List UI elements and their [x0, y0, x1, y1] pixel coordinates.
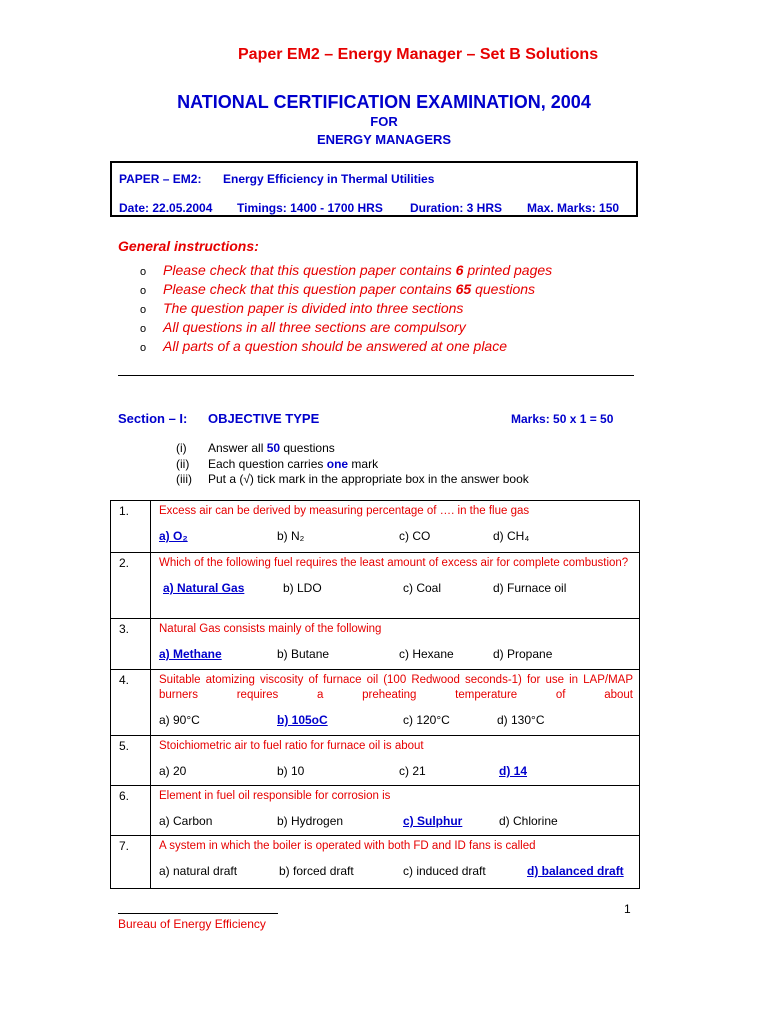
page-number: 1: [624, 902, 631, 916]
question-options: [159, 709, 633, 731]
correct-answer-option: c) Sulphur: [403, 814, 463, 828]
section-instruction-item: [176, 441, 335, 455]
general-instruction-item: [140, 338, 507, 354]
question-body: [151, 553, 640, 619]
answer-option: b) LDO: [283, 581, 322, 595]
question-row: [111, 501, 640, 553]
correct-answer-option: d) 14: [499, 764, 528, 778]
question-options: [159, 810, 633, 832]
question-row: [111, 786, 640, 836]
question-body: [151, 619, 640, 670]
instruction-text-suffix: questions: [280, 441, 335, 455]
answer-option: a) 90°C: [159, 713, 200, 727]
question-options: [159, 643, 633, 665]
question-options: [159, 760, 633, 782]
answer-option: a) natural draft: [159, 864, 238, 878]
exam-timings: Timings: 1400 - 1700 HRS: [237, 201, 383, 215]
question-row: [111, 736, 640, 786]
question-number: 7.: [111, 836, 151, 889]
correct-answer-option: a) O₂: [159, 529, 188, 543]
answer-option: b) 10: [277, 764, 305, 778]
question-options: [159, 525, 633, 547]
instruction-text: All parts of a question should be answered at one place: [163, 338, 508, 354]
bullet-icon: o: [140, 304, 147, 316]
question-body: [151, 736, 640, 786]
answer-option: a) 20: [159, 764, 187, 778]
instruction-number: 6: [455, 262, 464, 278]
footer-rule: [118, 913, 278, 914]
exam-date: Date: 22.05.2004: [119, 201, 213, 215]
general-instruction-item: [140, 262, 552, 278]
question-text: Element in fuel oil responsible for corrosion is: [159, 790, 391, 802]
exam-title: NATIONAL CERTIFICATION EXAMINATION, 2004: [177, 92, 591, 112]
answer-option: c) Coal: [403, 581, 442, 595]
bullet-icon: o: [140, 342, 147, 354]
instruction-emphasis: one: [326, 457, 349, 471]
question-text: Suitable atomizing viscosity of furnace oil (100 Redwood seconds-1) for use in LAP/MAP burners requires a preheating temperature of about: [159, 674, 633, 701]
exam-duration: Duration: 3 HRS: [410, 201, 503, 215]
answer-option: b) N₂: [277, 529, 305, 543]
roman-numeral: (ii): [176, 457, 190, 471]
instruction-text-suffix: questions: [471, 281, 536, 297]
question-options: [159, 860, 633, 882]
question-body: [151, 836, 640, 889]
instruction-text: Put a (√) tick mark in the appropriate box in the answer book: [208, 472, 529, 486]
question-number: 2.: [111, 553, 151, 619]
answer-option: b) forced draft: [279, 864, 354, 878]
instruction-text: All questions in all three sections are compulsory: [163, 319, 466, 335]
general-instruction-item: [140, 319, 466, 335]
question-body: [151, 670, 640, 736]
question-options: [159, 577, 633, 599]
answer-option: b) Butane: [277, 647, 330, 661]
exam-for-line: FOR: [370, 114, 398, 129]
roman-numeral: (iii): [176, 472, 192, 486]
question-number: 6.: [111, 786, 151, 836]
instruction-text: Answer all: [208, 441, 267, 455]
question-row: [111, 619, 640, 670]
answer-option: d) Chlorine: [499, 814, 558, 828]
question-row: [111, 553, 640, 619]
instruction-text-suffix: mark: [348, 457, 379, 471]
answer-option: d) 130°C: [497, 713, 545, 727]
bullet-icon: o: [140, 323, 147, 335]
instruction-text-suffix: printed pages: [463, 262, 553, 278]
answer-option: c) 120°C: [403, 713, 450, 727]
bullet-icon: o: [140, 285, 147, 297]
section-instruction-item: [176, 457, 378, 471]
correct-answer-option: a) Methane: [159, 647, 222, 661]
question-text: Excess air can be derived by measuring percentage of …. in the flue gas: [159, 505, 530, 517]
section-instruction-item: [176, 472, 529, 486]
section-title: OBJECTIVE TYPE: [208, 411, 320, 426]
paper-label: PAPER – EM2:: [119, 172, 202, 186]
question-number: 3.: [111, 619, 151, 670]
question-text: Stoichiometric air to fuel ratio for furnace oil is about: [159, 740, 424, 752]
question-row: [111, 670, 640, 736]
answer-option: d) Furnace oil: [493, 581, 567, 595]
answer-option: c) CO: [399, 529, 431, 543]
answer-option: c) Hexane: [399, 647, 454, 661]
general-instruction-item: [140, 300, 463, 316]
question-row: [111, 836, 640, 889]
answer-option: a) Carbon: [159, 814, 213, 828]
correct-answer-option: b) 105oC: [277, 713, 328, 727]
answer-option: b) Hydrogen: [277, 814, 344, 828]
question-number: 1.: [111, 501, 151, 553]
exam-max-marks: Max. Marks: 150: [527, 201, 620, 215]
instruction-emphasis: 50: [266, 441, 281, 455]
footer-organization: Bureau of Energy Efficiency: [118, 917, 266, 931]
question-number: 5.: [111, 736, 151, 786]
question-body: [151, 786, 640, 836]
answer-option: d) CH₄: [493, 529, 530, 543]
section-label: Section – I:: [118, 411, 188, 426]
answer-option: c) induced draft: [403, 864, 486, 878]
question-text: Natural Gas consists mainly of the following: [159, 623, 382, 635]
general-instructions-heading: General instructions:: [118, 238, 259, 254]
question-number: 4.: [111, 670, 151, 736]
instruction-number: 65: [455, 281, 472, 297]
paper-info-box: [110, 161, 638, 217]
instruction-text: Please check that this question paper contains: [163, 281, 456, 297]
correct-answer-option: a) Natural Gas: [163, 581, 245, 595]
question-body: [151, 501, 640, 553]
instruction-text: Please check that this question paper contains: [163, 262, 456, 278]
questions-table: [110, 500, 640, 889]
exam-audience: ENERGY MANAGERS: [316, 132, 452, 147]
roman-numeral: (i): [176, 441, 187, 455]
question-text: Which of the following fuel requires the least amount of excess air for complete combustion?: [159, 557, 629, 569]
instruction-text: The question paper is divided into three sections: [163, 300, 464, 316]
general-instruction-item: [140, 281, 535, 297]
document-header-title: Paper EM2 – Energy Manager – Set B Solutions: [238, 46, 599, 63]
answer-option: c) 21: [399, 764, 426, 778]
question-text: A system in which the boiler is operated with both FD and ID fans is called: [159, 840, 536, 852]
bullet-icon: o: [140, 266, 147, 278]
instruction-text: Each question carries: [208, 457, 327, 471]
answer-option: d) Propane: [493, 647, 553, 661]
correct-answer-option: d) balanced draft: [527, 864, 624, 878]
paper-name: Energy Efficiency in Thermal Utilities: [223, 172, 435, 186]
section-divider: [118, 375, 634, 376]
section-marks: Marks: 50 x 1 = 50: [511, 412, 614, 426]
